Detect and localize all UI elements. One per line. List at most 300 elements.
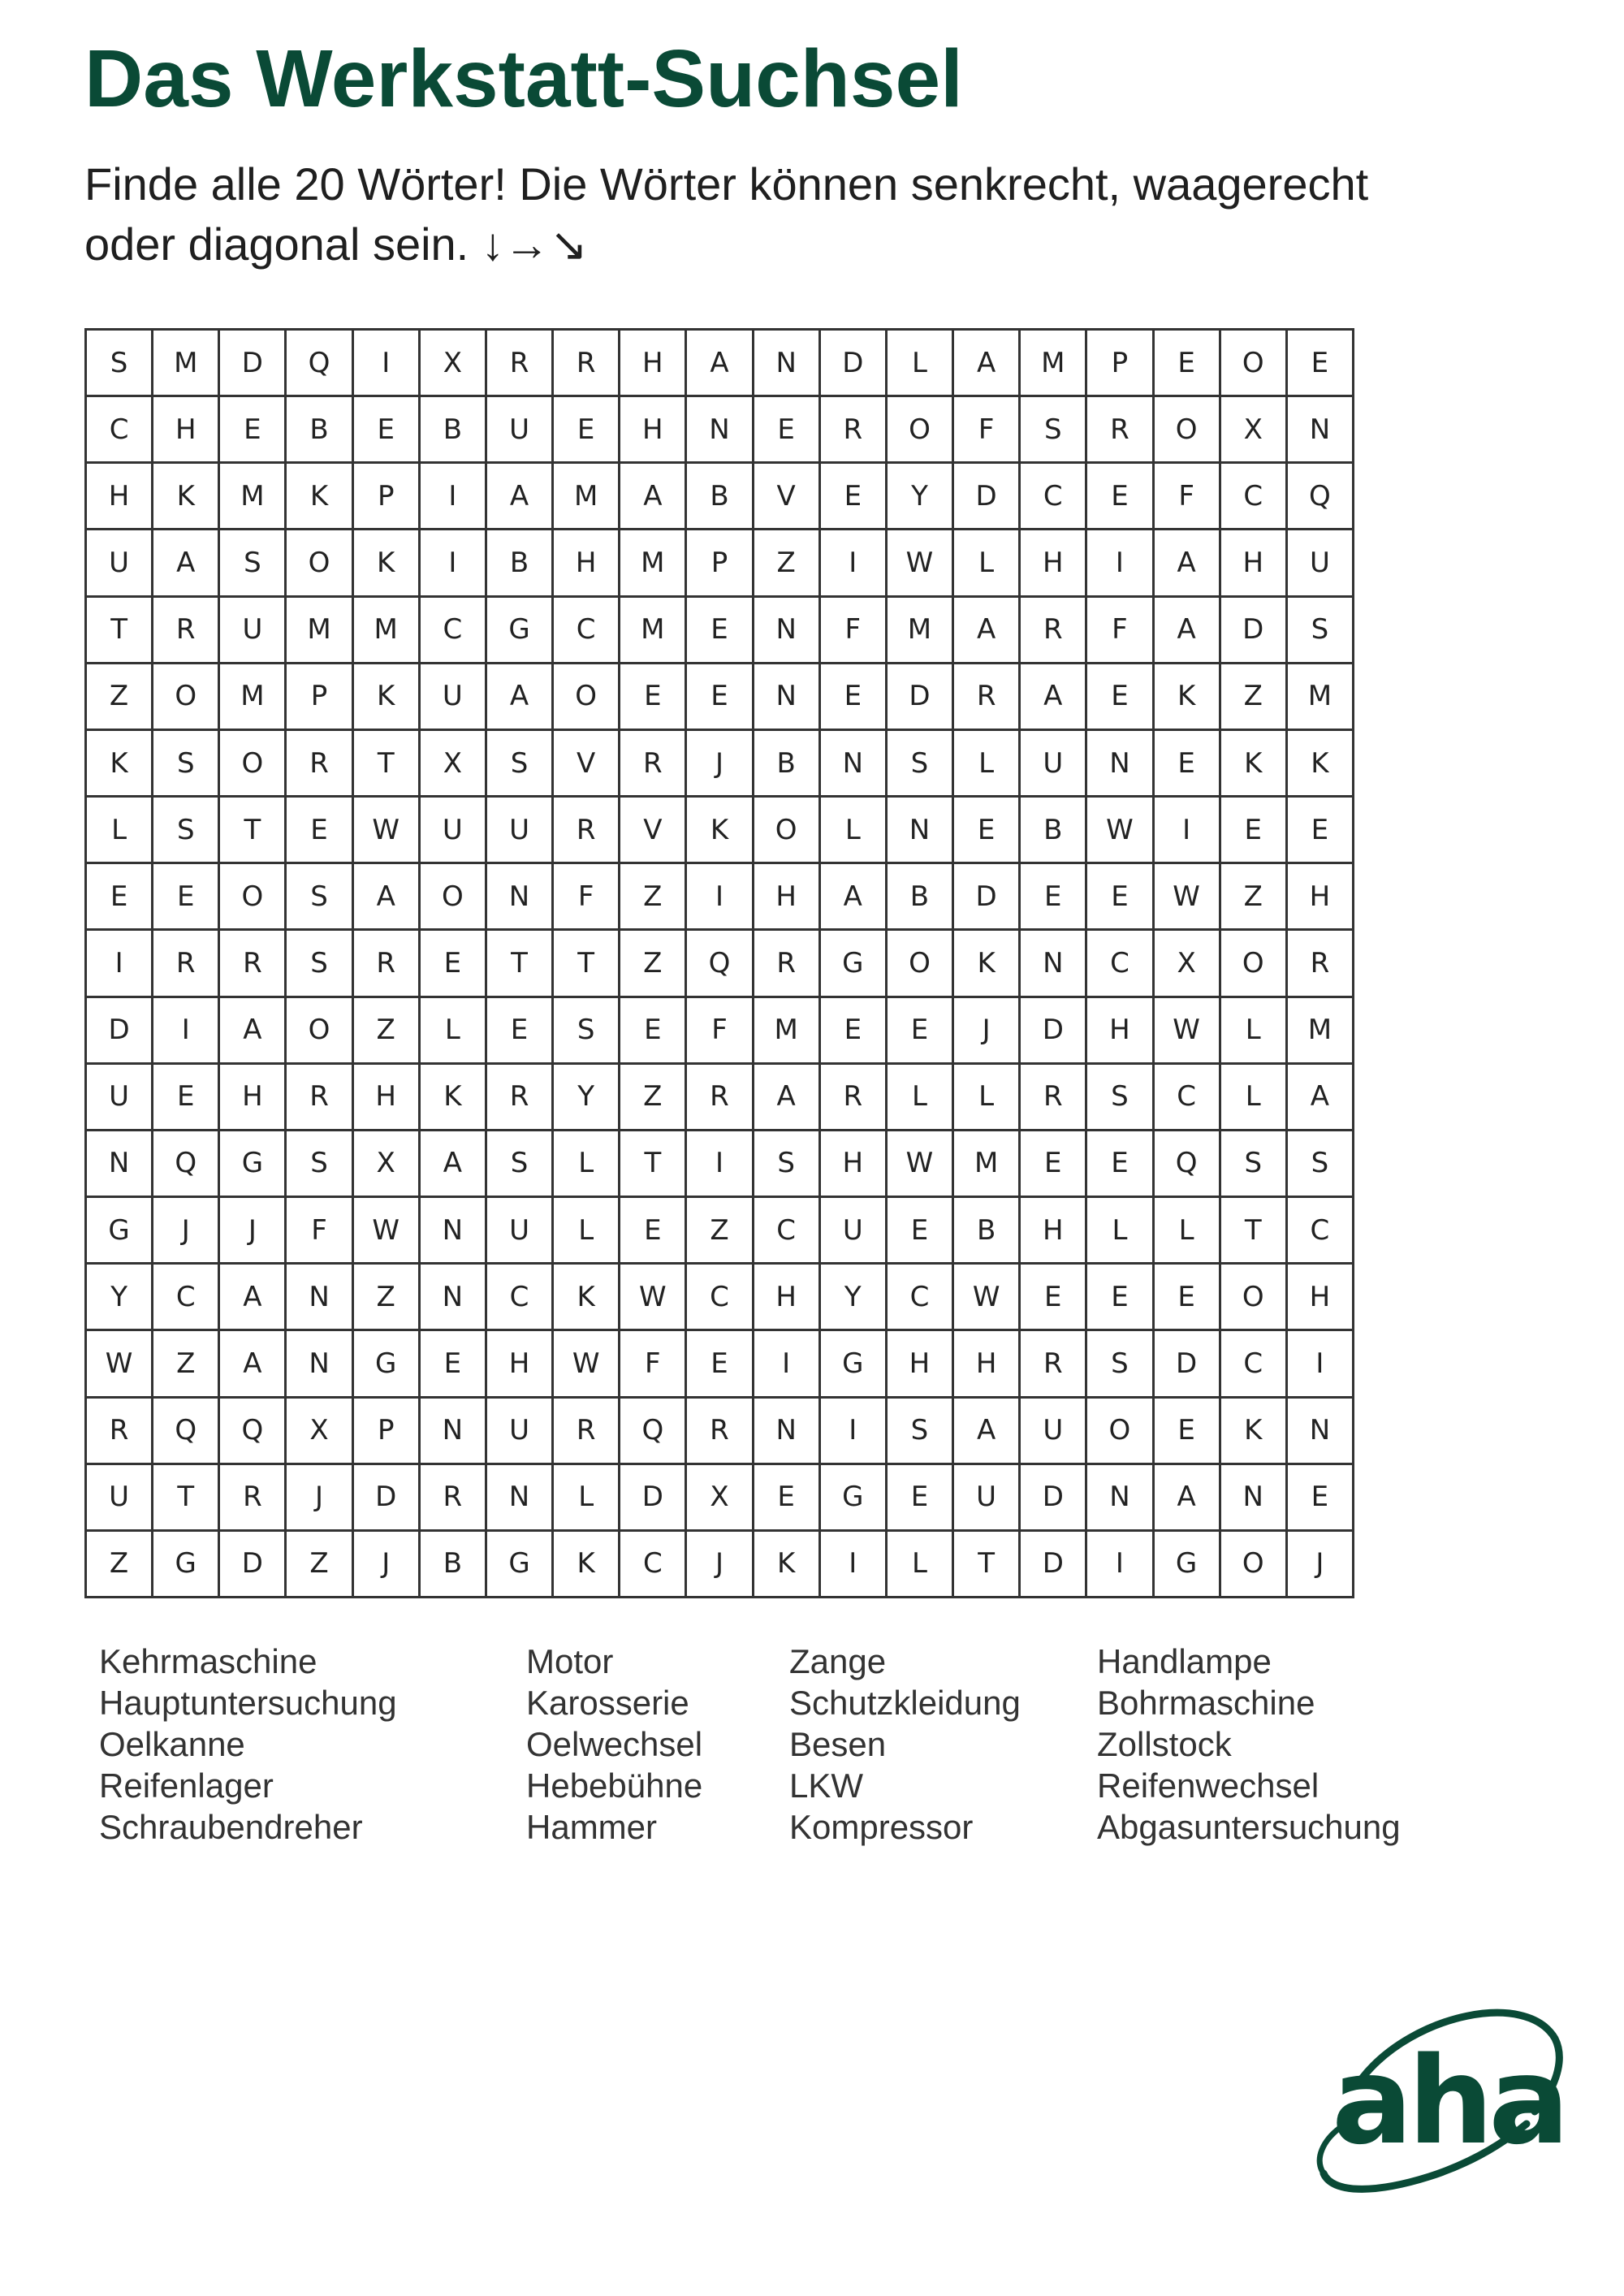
grid-cell: M <box>287 598 353 664</box>
grid-cell: G <box>153 1532 220 1598</box>
grid-cell: L <box>421 998 487 1065</box>
grid-cell: F <box>287 1198 353 1265</box>
grid-cell: R <box>87 1399 153 1465</box>
grid-cell: E <box>287 798 353 864</box>
word-item: LKW <box>789 1766 864 1805</box>
word-item: Handlampe <box>1097 1642 1272 1680</box>
grid-cell: R <box>153 598 220 664</box>
grid-cell: F <box>554 864 620 931</box>
grid-cell: W <box>954 1265 1021 1331</box>
grid-cell: I <box>1155 798 1221 864</box>
grid-cell: W <box>87 1331 153 1398</box>
grid-cell: D <box>220 1532 287 1598</box>
grid-cell: T <box>1221 1198 1288 1265</box>
grid-cell: E <box>554 397 620 464</box>
grid-cell: E <box>821 998 888 1065</box>
grid-cell: A <box>1288 1065 1354 1131</box>
grid-cell: C <box>554 598 620 664</box>
grid-cell: D <box>620 1465 687 1532</box>
grid-cell: N <box>888 798 954 864</box>
grid-cell: J <box>687 731 754 798</box>
grid-cell: Q <box>620 1399 687 1465</box>
grid-cell: C <box>487 1265 554 1331</box>
grid-cell: A <box>1155 1465 1221 1532</box>
grid-cell: H <box>87 464 153 530</box>
grid-cell: U <box>87 1465 153 1532</box>
grid-cell: L <box>1221 1065 1288 1131</box>
grid-cell: W <box>888 530 954 597</box>
grid-cell: J <box>153 1198 220 1265</box>
grid-cell: Z <box>687 1198 754 1265</box>
grid-cell: S <box>888 1399 954 1465</box>
grid-cell: E <box>1087 1131 1154 1198</box>
grid-cell: C <box>754 1198 821 1265</box>
grid-cell: N <box>1087 731 1154 798</box>
grid-cell: H <box>1021 530 1087 597</box>
grid-cell: E <box>1087 664 1154 731</box>
grid-cell: R <box>554 798 620 864</box>
grid-cell: L <box>1221 998 1288 1065</box>
word-item: Reifenwechsel <box>1097 1766 1320 1805</box>
grid-cell: B <box>687 464 754 530</box>
grid-cell: R <box>1021 1065 1087 1131</box>
grid-cell: S <box>1288 598 1354 664</box>
grid-cell: S <box>754 1131 821 1198</box>
grid-cell: E <box>888 1465 954 1532</box>
grid-cell: H <box>954 1331 1021 1398</box>
grid-cell: Y <box>87 1265 153 1331</box>
grid-cell: M <box>554 464 620 530</box>
grid-cell: W <box>354 798 421 864</box>
grid-cell: C <box>1087 931 1154 997</box>
grid-cell: E <box>620 998 687 1065</box>
grid-cell: K <box>354 664 421 731</box>
grid-cell: S <box>1221 1131 1288 1198</box>
grid-cell: O <box>554 664 620 731</box>
grid-cell: O <box>1221 1265 1288 1331</box>
grid-cell: U <box>87 1065 153 1131</box>
grid-cell: K <box>1221 1399 1288 1465</box>
grid-cell: I <box>821 1399 888 1465</box>
word-item: Schutzkleidung <box>789 1684 1021 1722</box>
grid-cell: D <box>888 664 954 731</box>
grid-cell: L <box>1155 1198 1221 1265</box>
grid-cell: K <box>687 798 754 864</box>
grid-cell: G <box>87 1198 153 1265</box>
grid-cell: O <box>1221 331 1288 397</box>
grid-cell: N <box>754 1399 821 1465</box>
grid-cell: S <box>1087 1065 1154 1131</box>
grid-cell: N <box>1288 1399 1354 1465</box>
grid-cell: A <box>153 530 220 597</box>
grid-cell: C <box>687 1265 754 1331</box>
grid-cell: D <box>354 1465 421 1532</box>
grid-cell: A <box>220 1265 287 1331</box>
grid-cell: N <box>687 397 754 464</box>
grid-cell: D <box>1021 998 1087 1065</box>
grid-cell: E <box>754 397 821 464</box>
grid-cell: E <box>354 397 421 464</box>
grid-cell: M <box>153 331 220 397</box>
word-item: Oelwechsel <box>526 1725 703 1763</box>
grid-cell: E <box>687 598 754 664</box>
grid-cell: A <box>821 864 888 931</box>
grid-cell: A <box>754 1065 821 1131</box>
grid-cell: G <box>354 1331 421 1398</box>
grid-cell: L <box>87 798 153 864</box>
grid-cell: E <box>1021 1265 1087 1331</box>
grid-cell: L <box>888 1065 954 1131</box>
grid-cell: U <box>1288 530 1354 597</box>
grid-cell: I <box>1087 530 1154 597</box>
grid-cell: A <box>421 1131 487 1198</box>
grid-cell: K <box>554 1532 620 1598</box>
grid-cell: U <box>487 397 554 464</box>
grid-cell: D <box>1221 598 1288 664</box>
grid-cell: Y <box>821 1265 888 1331</box>
grid-cell: H <box>153 397 220 464</box>
grid-cell: E <box>1155 1265 1221 1331</box>
grid-cell: M <box>754 998 821 1065</box>
grid-cell: G <box>821 931 888 997</box>
grid-cell: E <box>421 1331 487 1398</box>
grid-cell: M <box>354 598 421 664</box>
grid-cell: U <box>487 798 554 864</box>
grid-cell: O <box>220 864 287 931</box>
grid-cell: E <box>1288 331 1354 397</box>
grid-cell: F <box>821 598 888 664</box>
grid-cell: B <box>954 1198 1021 1265</box>
grid-cell: Q <box>220 1399 287 1465</box>
grid-cell: W <box>1087 798 1154 864</box>
grid-cell: J <box>287 1465 353 1532</box>
grid-cell: H <box>220 1065 287 1131</box>
grid-cell: R <box>354 931 421 997</box>
grid-cell: K <box>754 1532 821 1598</box>
grid-cell: D <box>1021 1465 1087 1532</box>
grid-cell: E <box>687 1331 754 1398</box>
grid-cell: V <box>620 798 687 864</box>
grid-cell: E <box>1021 864 1087 931</box>
grid-cell: R <box>487 1065 554 1131</box>
grid-cell: E <box>153 1065 220 1131</box>
grid-cell: E <box>687 664 754 731</box>
word-search-grid <box>84 328 1354 1598</box>
grid-cell: M <box>220 664 287 731</box>
grid-cell: Z <box>620 864 687 931</box>
word-list-column-1 <box>99 1641 397 1848</box>
grid-cell: H <box>354 1065 421 1131</box>
grid-cell: D <box>954 464 1021 530</box>
grid-cell: I <box>87 931 153 997</box>
grid-cell: N <box>421 1198 487 1265</box>
grid-cell: S <box>487 731 554 798</box>
grid-cell: O <box>220 731 287 798</box>
grid-cell: K <box>1221 731 1288 798</box>
grid-cell: E <box>1087 1265 1154 1331</box>
grid-cell: R <box>487 331 554 397</box>
grid-cell: O <box>1221 1532 1288 1598</box>
grid-cell: J <box>220 1198 287 1265</box>
grid-cell: D <box>954 864 1021 931</box>
grid-cell: F <box>687 998 754 1065</box>
grid-cell: I <box>354 331 421 397</box>
grid-cell: F <box>1155 464 1221 530</box>
grid-cell: U <box>220 598 287 664</box>
grid-cell: L <box>954 1065 1021 1131</box>
grid-cell: H <box>620 397 687 464</box>
grid-cell: C <box>1221 464 1288 530</box>
grid-cell: X <box>421 731 487 798</box>
grid-cell: H <box>1221 530 1288 597</box>
grid-cell: M <box>954 1131 1021 1198</box>
grid-cell: G <box>487 1532 554 1598</box>
grid-cell: T <box>354 731 421 798</box>
grid-cell: U <box>1021 1399 1087 1465</box>
word-item: Reifenlager <box>99 1766 274 1805</box>
grid-cell: R <box>153 931 220 997</box>
grid-cell: Z <box>354 998 421 1065</box>
grid-cell: C <box>1288 1198 1354 1265</box>
word-item: Kehrmaschine <box>99 1642 317 1680</box>
grid-cell: M <box>620 598 687 664</box>
grid-cell: W <box>354 1198 421 1265</box>
grid-cell: I <box>1288 1331 1354 1398</box>
grid-cell: F <box>620 1331 687 1398</box>
grid-cell: S <box>1087 1331 1154 1398</box>
grid-cell: U <box>821 1198 888 1265</box>
grid-cell: X <box>687 1465 754 1532</box>
grid-cell: A <box>1021 664 1087 731</box>
grid-cell: L <box>954 731 1021 798</box>
grid-cell: E <box>1155 331 1221 397</box>
word-item: Zollstock <box>1097 1725 1232 1763</box>
grid-cell: K <box>554 1265 620 1331</box>
grid-cell: H <box>821 1131 888 1198</box>
grid-cell: E <box>1288 1465 1354 1532</box>
word-item: Hauptuntersuchung <box>99 1684 397 1722</box>
grid-cell: S <box>287 931 353 997</box>
grid-cell: S <box>287 864 353 931</box>
grid-cell: J <box>954 998 1021 1065</box>
grid-cell: S <box>87 331 153 397</box>
grid-cell: E <box>821 464 888 530</box>
grid-cell: Q <box>153 1131 220 1198</box>
grid-cell: T <box>487 931 554 997</box>
grid-cell: L <box>1087 1198 1154 1265</box>
grid-cell: D <box>821 331 888 397</box>
grid-cell: O <box>888 931 954 997</box>
grid-cell: L <box>554 1198 620 1265</box>
grid-cell: H <box>620 331 687 397</box>
grid-cell: Z <box>87 1532 153 1598</box>
word-list-column-3 <box>789 1641 1021 1848</box>
grid-cell: S <box>287 1131 353 1198</box>
grid-cell: X <box>287 1399 353 1465</box>
word-item: Besen <box>789 1725 887 1763</box>
grid-cell: B <box>421 1532 487 1598</box>
grid-cell: A <box>354 864 421 931</box>
grid-cell: T <box>620 1131 687 1198</box>
logo-text: aha <box>1332 2031 1566 2171</box>
grid-cell: I <box>687 1131 754 1198</box>
grid-cell: U <box>421 664 487 731</box>
grid-cell: E <box>220 397 287 464</box>
grid-cell: P <box>1087 331 1154 397</box>
grid-cell: L <box>821 798 888 864</box>
word-item: Hammer <box>526 1808 658 1846</box>
grid-cell: G <box>821 1465 888 1532</box>
grid-cell: U <box>487 1198 554 1265</box>
grid-cell: K <box>153 464 220 530</box>
instructions: Finde alle 20 Wörter! Die Wörter können senkrecht, waagerecht oder diagonal sein. ↓→↘ <box>84 158 1369 270</box>
word-item: Kompressor <box>789 1808 974 1846</box>
grid-cell: R <box>687 1065 754 1131</box>
grid-cell: A <box>954 331 1021 397</box>
grid-cell: A <box>487 664 554 731</box>
word-item: Hebebühne <box>526 1766 703 1805</box>
grid-cell: E <box>620 1198 687 1265</box>
grid-cell: I <box>687 864 754 931</box>
grid-cell: O <box>1155 397 1221 464</box>
grid-cell: R <box>287 731 353 798</box>
grid-cell: M <box>1288 664 1354 731</box>
grid-cell: Y <box>888 464 954 530</box>
grid-cell: D <box>220 331 287 397</box>
grid-cell: M <box>220 464 287 530</box>
grid-cell: N <box>487 1465 554 1532</box>
grid-cell: R <box>1087 397 1154 464</box>
grid-cell: Q <box>687 931 754 997</box>
grid-cell: M <box>1288 998 1354 1065</box>
grid-cell: X <box>1155 931 1221 997</box>
grid-cell: A <box>220 998 287 1065</box>
grid-cell: E <box>421 931 487 997</box>
grid-cell: Q <box>1155 1131 1221 1198</box>
grid-cell: A <box>1155 530 1221 597</box>
grid-cell: E <box>754 1465 821 1532</box>
aha-logo-icon <box>1299 1982 1575 2209</box>
grid-cell: O <box>888 397 954 464</box>
grid-cell: H <box>754 1265 821 1331</box>
word-item: Schraubendreher <box>99 1808 363 1846</box>
grid-cell: R <box>821 397 888 464</box>
grid-cell: W <box>1155 864 1221 931</box>
grid-cell: B <box>1021 798 1087 864</box>
grid-cell: S <box>888 731 954 798</box>
grid-cell: G <box>821 1331 888 1398</box>
grid-cell: F <box>954 397 1021 464</box>
grid-cell: U <box>1021 731 1087 798</box>
grid-cell: Z <box>153 1331 220 1398</box>
grid-cell: B <box>421 397 487 464</box>
grid-cell: L <box>888 331 954 397</box>
grid-cell: I <box>821 1532 888 1598</box>
grid-cell: Y <box>554 1065 620 1131</box>
grid-cell: I <box>1087 1532 1154 1598</box>
grid-cell: B <box>487 530 554 597</box>
grid-cell: R <box>421 1465 487 1532</box>
grid-cell: Z <box>354 1265 421 1331</box>
grid-cell: Z <box>287 1532 353 1598</box>
grid-cell: T <box>220 798 287 864</box>
grid-cell: A <box>487 464 554 530</box>
grid-cell: W <box>620 1265 687 1331</box>
grid-cell: R <box>1288 931 1354 997</box>
grid-cell: U <box>954 1465 1021 1532</box>
grid-cell: U <box>421 798 487 864</box>
grid-cell: W <box>554 1331 620 1398</box>
grid-cell: K <box>287 464 353 530</box>
grid-cell: R <box>620 731 687 798</box>
grid-cell: E <box>954 798 1021 864</box>
grid-cell: O <box>421 864 487 931</box>
grid-cell: Z <box>1221 664 1288 731</box>
grid-cell: N <box>1087 1465 1154 1532</box>
word-list-column-2 <box>526 1641 702 1848</box>
word-item: Zange <box>789 1642 887 1680</box>
grid-cell: A <box>220 1331 287 1398</box>
grid-cell: M <box>1021 331 1087 397</box>
grid-cell: N <box>287 1331 353 1398</box>
grid-cell: C <box>888 1265 954 1331</box>
grid-cell: K <box>421 1065 487 1131</box>
grid-cell: J <box>1288 1532 1354 1598</box>
grid-cell: K <box>1288 731 1354 798</box>
grid-cell: E <box>620 664 687 731</box>
grid-cell: U <box>487 1399 554 1465</box>
grid-cell: K <box>1155 664 1221 731</box>
grid-cell: N <box>487 864 554 931</box>
grid-cell: H <box>1288 1265 1354 1331</box>
grid-cell: D <box>1155 1331 1221 1398</box>
grid-cell: T <box>954 1532 1021 1598</box>
grid-cell: S <box>1288 1131 1354 1198</box>
grid-cell: P <box>354 464 421 530</box>
grid-cell: T <box>554 931 620 997</box>
grid-cell: M <box>888 598 954 664</box>
grid-cell: S <box>153 798 220 864</box>
word-item: Motor <box>526 1642 614 1680</box>
grid-cell: W <box>888 1131 954 1198</box>
grid-cell: N <box>821 731 888 798</box>
grid-cell: Q <box>1288 464 1354 530</box>
grid-cell: E <box>888 1198 954 1265</box>
grid-cell: K <box>354 530 421 597</box>
word-list <box>0 1641 1624 1852</box>
grid-cell: L <box>888 1532 954 1598</box>
grid-cell: R <box>220 1465 287 1532</box>
grid-cell: N <box>1221 1465 1288 1532</box>
page-title: Das Werkstatt-Suchsel <box>84 33 963 124</box>
grid-cell: E <box>87 864 153 931</box>
grid-cell: E <box>1087 464 1154 530</box>
grid-cell: S <box>153 731 220 798</box>
grid-cell: Z <box>620 1065 687 1131</box>
word-item: Karosserie <box>526 1684 689 1722</box>
word-item: Abgasuntersuchung <box>1097 1808 1401 1846</box>
grid-cell: Z <box>754 530 821 597</box>
grid-cell: N <box>754 664 821 731</box>
grid-cell: N <box>1021 931 1087 997</box>
grid-cell: I <box>754 1331 821 1398</box>
grid-cell: Z <box>87 664 153 731</box>
grid-cell: I <box>421 530 487 597</box>
word-item: Bohrmaschine <box>1097 1684 1315 1722</box>
grid-cell: C <box>620 1532 687 1598</box>
grid-cell: E <box>1155 731 1221 798</box>
grid-cell: P <box>354 1399 421 1465</box>
